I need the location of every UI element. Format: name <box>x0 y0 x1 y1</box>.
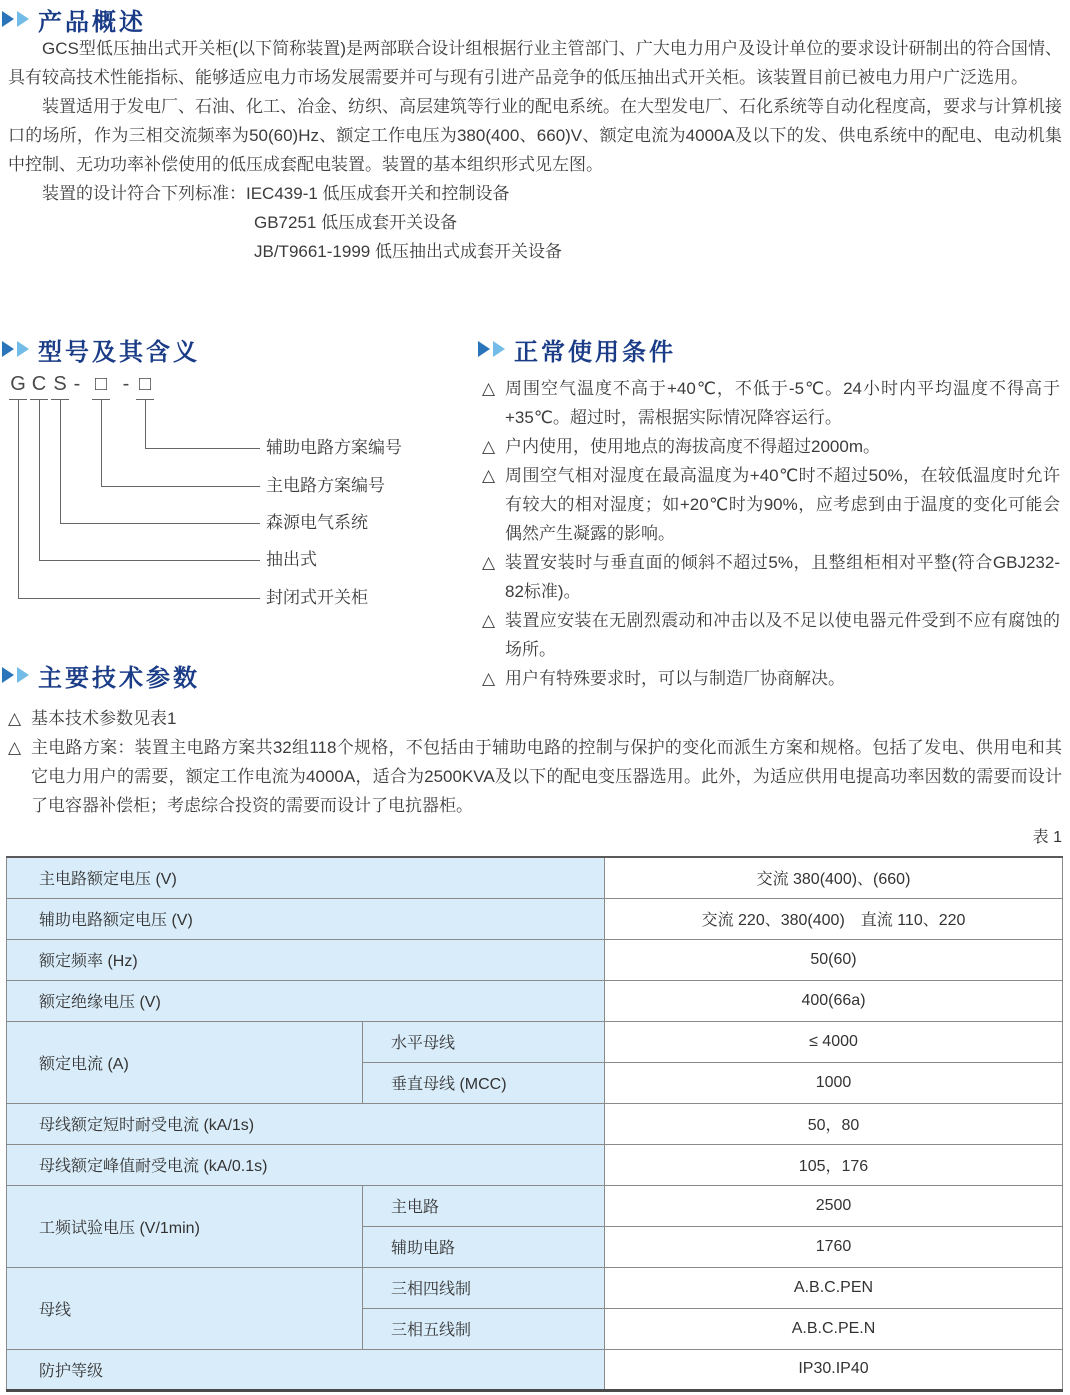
param-label-cell: 工频试验电压 (V/1min) <box>7 1185 363 1267</box>
table-row <box>7 857 1063 898</box>
section-title-model: 型号及其含义 <box>38 338 200 366</box>
section-title-tech: 主要技术参数 <box>38 664 200 692</box>
param-sublabel-cell: 三相五线制 <box>363 1308 605 1349</box>
standards-intro: 装置的设计符合下列标准： <box>42 184 246 203</box>
diagram-horizontal-line <box>145 448 260 449</box>
param-label-cell: 母线额定短时耐受电流 (kA/1s) <box>7 1103 605 1144</box>
standard-item: IEC439-1 低压成套开关和控制设备 <box>246 184 510 203</box>
section-heading-conditions <box>478 332 676 366</box>
arrow-right-icon <box>493 341 505 357</box>
conditions-list <box>482 374 1060 693</box>
table-row <box>7 1144 1063 1185</box>
model-code-box: □ <box>138 373 152 395</box>
param-label-cell: 主电路额定电压 (V) <box>7 857 605 898</box>
model-branch-label: 森源电气系统 <box>266 513 368 532</box>
diagram-vertical-line <box>60 400 61 523</box>
arrow-right-icon <box>2 11 14 27</box>
param-value-cell: 50，80 <box>605 1103 1063 1144</box>
diagram-horizontal-line <box>18 598 260 599</box>
param-value-cell: 交流 380(400)、(660) <box>605 857 1063 898</box>
basic-parameters-table <box>6 856 1063 1392</box>
param-label-cell: 额定电流 (A) <box>7 1021 363 1103</box>
table-row <box>7 898 1063 939</box>
model-branch-label: 抽出式 <box>266 550 317 569</box>
basic-parameters-table-body <box>7 857 1063 1390</box>
param-value-cell: 交流 220、380(400) 直流 110、220 <box>605 898 1063 939</box>
table-row <box>7 1267 1063 1308</box>
model-code-char: C <box>31 373 47 395</box>
param-value-cell: ≤ 4000 <box>605 1021 1063 1062</box>
param-value-cell: A.B.C.PEN <box>605 1267 1063 1308</box>
param-value-cell: 105，176 <box>605 1144 1063 1185</box>
param-value-cell: 1760 <box>605 1226 1063 1267</box>
triangle-bullet-icon: △ <box>482 379 496 398</box>
diagram-horizontal-line <box>39 560 260 561</box>
param-sublabel-cell: 主电路 <box>363 1185 605 1226</box>
condition-item-text: 周围空气温度不高于+40℃，不低于-5℃。24小时内平均温度不得高于+35℃。超过时，需根据实际情况降容运行。 <box>505 379 1060 427</box>
param-sublabel-cell: 辅助电路 <box>363 1226 605 1267</box>
arrow-right-icon <box>17 11 29 27</box>
triangle-bullet-icon: △ <box>482 669 496 688</box>
diagram-vertical-line <box>145 400 146 448</box>
param-label-cell: 母线 <box>7 1267 363 1349</box>
diagram-vertical-line <box>18 400 19 598</box>
param-value-cell: 400(66a) <box>605 980 1063 1021</box>
model-branch-label: 辅助电路方案编号 <box>266 438 402 457</box>
diagram-vertical-line <box>39 400 40 560</box>
param-sublabel-cell: 垂直母线 (MCC) <box>363 1062 605 1103</box>
arrow-right-icon <box>2 341 14 357</box>
triangle-bullet-icon: △ <box>482 553 496 572</box>
model-code-diagram <box>8 372 470 622</box>
condition-item <box>482 461 1060 548</box>
table-caption: 表 1 <box>1032 829 1062 846</box>
param-value-cell: A.B.C.PE.N <box>605 1308 1063 1349</box>
triangle-bullet-icon: △ <box>482 466 496 485</box>
table-row <box>7 1185 1063 1226</box>
model-code-char: - <box>73 373 81 395</box>
standard-item: GB7251 低压成套开关设备 <box>254 213 458 232</box>
tech-item-text: 基本技术参数见表1 <box>31 709 177 728</box>
param-value-cell: 50(60) <box>605 939 1063 980</box>
triangle-bullet-icon: △ <box>8 709 22 728</box>
section-title-conditions: 正常使用条件 <box>514 338 676 366</box>
triangle-bullet-icon: △ <box>482 437 496 456</box>
diagram-vertical-line <box>101 400 102 486</box>
table-row <box>7 1349 1063 1390</box>
condition-item <box>482 374 1060 432</box>
param-value-cell: 1000 <box>605 1062 1063 1103</box>
condition-item <box>482 606 1060 664</box>
condition-item-text: 周围空气相对湿度在最高温度为+40℃时不超过50%，在较低温度时允许有较大的相对湿度；如+20℃时为90%，应考虑到由于温度的变化可能会偶然产生凝露的影响。 <box>505 466 1060 543</box>
tech-item-text: 主电路方案：装置主电路方案共32组118个规格，不包括由于辅助电路的控制与保护的变化而派生方案和规格。包括了发电、供用电和其它电力用户的需要，额定工作电流为4000A，适合为2500KVA及以下的配电变压器选用。此外，为适应供用电提高功率因数的需要而设计了电容器补偿柜；考虑综合投资的需要而设计了电抗器柜。 <box>31 738 1062 815</box>
section-heading-overview <box>2 2 146 36</box>
standards-line <box>8 179 1062 208</box>
arrow-right-icon <box>478 341 490 357</box>
arrow-right-icon <box>17 667 29 683</box>
overview-paragraph: GCS型低压抽出式开关柜(以下简称装置)是两部联合设计组根据行业主管部门、广大电力用户及设计单位的要求设计研制出的符合国情、具有较高技术性能指标、能够适应电力市场发展需要并可与现有引进产品竞争的低压抽出式开关柜。该装置目前已被电力用户广泛选用。 <box>8 39 1062 87</box>
model-branch-label: 封闭式开关柜 <box>266 588 368 607</box>
table-row <box>7 939 1063 980</box>
param-label-cell: 防护等级 <box>7 1349 605 1390</box>
table-row <box>7 980 1063 1021</box>
condition-item <box>482 432 1060 461</box>
condition-item <box>482 548 1060 606</box>
param-sublabel-cell: 三相四线制 <box>363 1267 605 1308</box>
arrow-right-icon <box>2 667 14 683</box>
condition-item-text: 户内使用，使用地点的海拔高度不得超过2000m。 <box>505 437 880 456</box>
section-heading-model <box>2 332 200 366</box>
triangle-bullet-icon: △ <box>482 611 496 630</box>
table-row <box>7 1021 1063 1062</box>
triangle-bullet-icon: △ <box>8 738 22 757</box>
param-value-cell: 2500 <box>605 1185 1063 1226</box>
param-label-cell: 母线额定峰值耐受电流 (kA/0.1s) <box>7 1144 605 1185</box>
overview-paragraph: 装置适用于发电厂、石油、化工、冶金、纺织、高层建筑等行业的配电系统。在大型发电厂、石化系统等自动化程度高，要求与计算机接口的场所，作为三相交流频率为50(60)Hz、额定工作电压为380(400、660)V、额定电流为4000A及以下的发、供电系统中的配电、电动机集中控制、无功功率补偿使用的低压成套配电装置。装置的基本组织形式见左图。 <box>8 97 1062 174</box>
table-row <box>7 1103 1063 1144</box>
param-label-cell: 额定频率 (Hz) <box>7 939 605 980</box>
overview-body <box>8 34 1062 266</box>
param-sublabel-cell: 水平母线 <box>363 1021 605 1062</box>
tech-item <box>8 733 1062 820</box>
condition-item-text: 装置应安装在无剧烈震动和冲击以及不足以使电器元件受到不应有腐蚀的场所。 <box>505 611 1060 659</box>
model-code-char: G <box>10 373 26 395</box>
diagram-horizontal-line <box>60 523 260 524</box>
arrow-right-icon <box>17 341 29 357</box>
param-label-cell: 辅助电路额定电压 (V) <box>7 898 605 939</box>
model-branch-label: 主电路方案编号 <box>266 476 385 495</box>
diagram-horizontal-line <box>101 486 260 487</box>
section-heading-tech <box>2 658 200 692</box>
param-value-cell: IP30.IP40 <box>605 1349 1063 1390</box>
condition-item <box>482 664 1060 693</box>
condition-item-text: 用户有特殊要求时，可以与制造厂协商解决。 <box>505 669 845 688</box>
model-code-char: - <box>122 373 130 395</box>
tech-list <box>8 704 1062 820</box>
section-title-overview: 产品概述 <box>38 8 146 36</box>
param-label-cell: 额定绝缘电压 (V) <box>7 980 605 1021</box>
condition-item-text: 装置安装时与垂直面的倾斜不超过5%，且整组柜相对平整(符合GBJ232-82标准)。 <box>505 553 1060 601</box>
standard-item: JB/T9661-1999 低压抽出式成套开关设备 <box>254 242 562 261</box>
model-code-box: □ <box>94 373 108 395</box>
model-code-char: S <box>53 373 67 395</box>
tech-item <box>8 704 1062 733</box>
